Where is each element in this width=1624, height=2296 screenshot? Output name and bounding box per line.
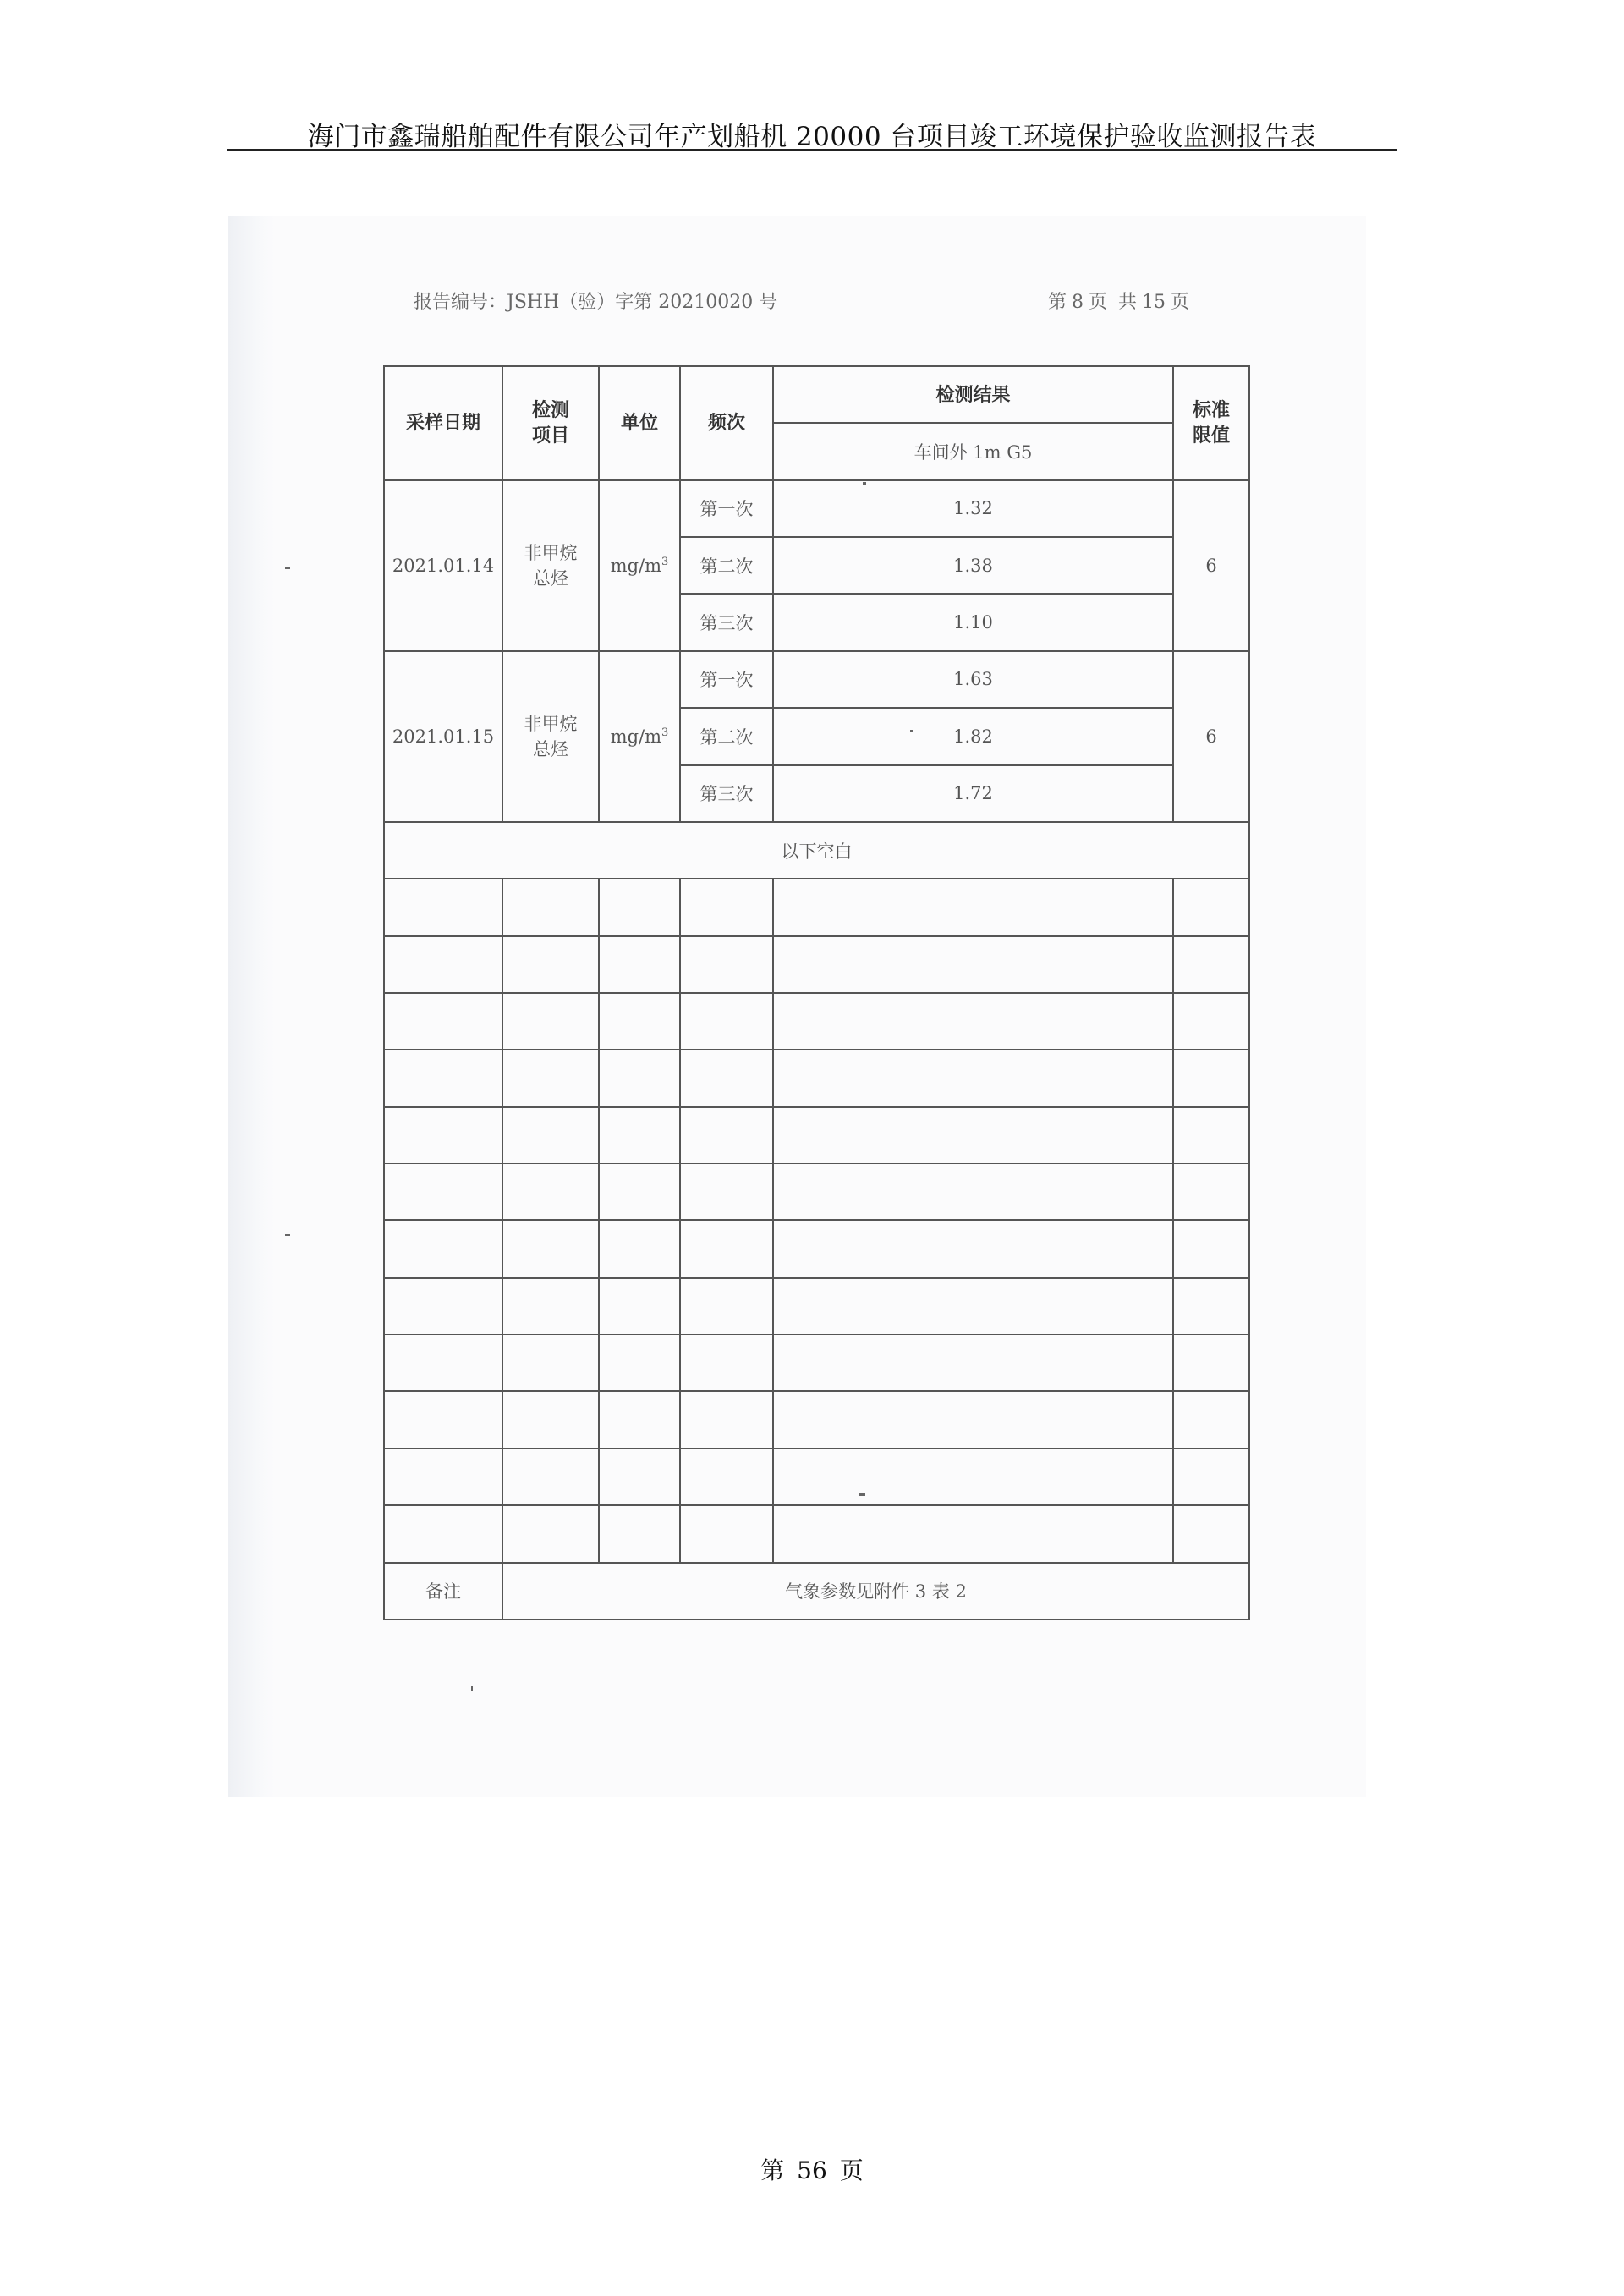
empty-cell <box>384 993 502 1049</box>
empty-table-row <box>384 1164 1249 1220</box>
empty-cell <box>384 879 502 935</box>
result-value: 1.72 <box>773 765 1173 822</box>
empty-cell <box>680 1391 773 1448</box>
empty-table-row <box>384 879 1249 935</box>
empty-cell <box>599 1334 680 1391</box>
empty-cell <box>773 879 1173 935</box>
empty-cell <box>773 1164 1173 1220</box>
empty-cell <box>680 936 773 993</box>
empty-cell <box>680 879 773 935</box>
footer-page-value: 56 <box>797 2156 827 2184</box>
scan-speck <box>285 567 290 569</box>
frequency-cell: 第二次 <box>680 537 773 594</box>
empty-table-row <box>384 1220 1249 1277</box>
empty-cell <box>502 993 599 1049</box>
empty-table-row <box>384 1278 1249 1334</box>
header-result: 检测结果 <box>773 366 1173 423</box>
empty-cell <box>1173 1220 1249 1277</box>
empty-table-row <box>384 1391 1249 1448</box>
empty-cell <box>502 1391 599 1448</box>
header-frequency: 频次 <box>680 366 773 480</box>
empty-cell <box>384 1107 502 1164</box>
header-rule <box>227 149 1397 151</box>
scan-speck <box>285 1234 290 1236</box>
empty-table-row <box>384 1449 1249 1505</box>
empty-cell <box>599 993 680 1049</box>
remarks-label: 备注 <box>384 1563 502 1619</box>
empty-cell <box>680 1164 773 1220</box>
empty-table-row <box>384 1505 1249 1562</box>
header-location: 车间外 1m G5 <box>773 423 1173 479</box>
empty-cell <box>502 1278 599 1334</box>
empty-cell <box>599 1391 680 1448</box>
empty-cell <box>384 1220 502 1277</box>
monitoring-results-table <box>383 365 1250 1620</box>
footer-page-number <box>0 2152 1624 2186</box>
empty-cell <box>773 1391 1173 1448</box>
report-page-total: 15 <box>1142 292 1166 313</box>
report-page-suffix: 页 <box>1171 292 1190 313</box>
empty-cell <box>1173 1334 1249 1391</box>
empty-cell <box>599 879 680 935</box>
sample-date: 2021.01.15 <box>384 651 502 822</box>
header-item: 检测 项目 <box>502 366 599 480</box>
frequency-cell: 第三次 <box>680 594 773 650</box>
empty-cell <box>599 1449 680 1505</box>
empty-cell <box>773 993 1173 1049</box>
unit-superscript: 3 <box>661 555 669 568</box>
header-limit: 标准 限值 <box>1173 366 1249 480</box>
empty-cell <box>680 993 773 1049</box>
empty-cell <box>1173 936 1249 993</box>
blank-below-note: 以下空白 <box>384 822 1249 879</box>
empty-table-row <box>384 1107 1249 1164</box>
standard-limit: 6 <box>1173 480 1249 651</box>
result-value: 1.32 <box>773 480 1173 537</box>
empty-table-row <box>384 1049 1249 1106</box>
empty-cell <box>773 1449 1173 1505</box>
empty-cell <box>384 1449 502 1505</box>
report-number: 报告编号：JSHH（验）字第 20210020 号 <box>414 292 778 313</box>
result-value: 1.10 <box>773 594 1173 650</box>
empty-cell <box>599 1278 680 1334</box>
header-date: 采样日期 <box>384 366 502 480</box>
unit-cell <box>599 651 680 822</box>
empty-cell <box>680 1334 773 1391</box>
empty-cell <box>773 1107 1173 1164</box>
frequency-cell: 第三次 <box>680 765 773 822</box>
empty-cell <box>599 1049 680 1106</box>
empty-cell <box>599 1220 680 1277</box>
standard-limit: 6 <box>1173 651 1249 822</box>
empty-cell <box>1173 1107 1249 1164</box>
unit-cell <box>599 480 680 651</box>
report-page-indicator <box>1045 288 1192 314</box>
empty-table-row <box>384 936 1249 993</box>
report-page-current: 8 <box>1072 292 1084 313</box>
empty-table-row <box>384 993 1249 1049</box>
empty-cell <box>773 1220 1173 1277</box>
empty-cell <box>1173 1049 1249 1106</box>
empty-cell <box>1173 1278 1249 1334</box>
scan-speck <box>859 1493 865 1496</box>
empty-cell <box>384 1164 502 1220</box>
empty-cell <box>1173 1505 1249 1562</box>
scan-speck <box>471 1686 473 1691</box>
test-item: 非甲烷 总烃 <box>502 651 599 822</box>
report-page-prefix: 第 <box>1048 292 1067 313</box>
empty-cell <box>384 1049 502 1106</box>
scan-speck <box>863 482 866 485</box>
report-page-middle: 页 共 <box>1089 292 1138 313</box>
footer-page-suffix: 页 <box>839 2156 864 2184</box>
header-unit: 单位 <box>599 366 680 480</box>
empty-cell <box>502 879 599 935</box>
empty-cell <box>384 936 502 993</box>
frequency-cell: 第二次 <box>680 708 773 764</box>
scan-speck <box>910 730 913 732</box>
empty-cell <box>773 1505 1173 1562</box>
empty-cell <box>1173 1164 1249 1220</box>
empty-cell <box>384 1278 502 1334</box>
empty-cell <box>384 1391 502 1448</box>
empty-cell <box>680 1278 773 1334</box>
empty-cell <box>599 1505 680 1562</box>
result-value: 1.38 <box>773 537 1173 594</box>
empty-cell <box>384 1505 502 1562</box>
empty-cell <box>502 1334 599 1391</box>
unit-text: mg/m <box>610 555 662 576</box>
empty-cell <box>599 1107 680 1164</box>
sample-date: 2021.01.14 <box>384 480 502 651</box>
empty-cell <box>680 1505 773 1562</box>
empty-cell <box>1173 1391 1249 1448</box>
frequency-cell: 第一次 <box>680 480 773 537</box>
empty-cell <box>502 1164 599 1220</box>
empty-cell <box>1173 993 1249 1049</box>
empty-cell <box>502 1220 599 1277</box>
result-value: 1.82 <box>773 708 1173 764</box>
scan-shadow-edge <box>228 216 275 1797</box>
result-value: 1.63 <box>773 651 1173 708</box>
empty-cell <box>502 936 599 993</box>
empty-cell <box>773 1049 1173 1106</box>
empty-cell <box>680 1049 773 1106</box>
empty-cell <box>1173 1449 1249 1505</box>
document-header-title: 海门市鑫瑞船舶配件有限公司年产划船机 20000 台项目竣工环境保护验收监测报告表 <box>307 122 1317 152</box>
empty-cell <box>599 936 680 993</box>
empty-table-row <box>384 1334 1249 1391</box>
empty-cell <box>599 1164 680 1220</box>
empty-cell <box>680 1220 773 1277</box>
unit-text: mg/m <box>610 726 662 747</box>
empty-cell <box>1173 879 1249 935</box>
empty-cell <box>502 1107 599 1164</box>
test-item: 非甲烷 总烃 <box>502 480 599 651</box>
empty-cell <box>384 1334 502 1391</box>
unit-superscript: 3 <box>661 726 669 739</box>
empty-cell <box>502 1049 599 1106</box>
frequency-cell: 第一次 <box>680 651 773 708</box>
empty-cell <box>680 1107 773 1164</box>
remarks-text: 气象参数见附件 3 表 2 <box>502 1563 1249 1619</box>
empty-cell <box>680 1449 773 1505</box>
empty-cell <box>502 1505 599 1562</box>
empty-cell <box>773 1278 1173 1334</box>
empty-cell <box>773 936 1173 993</box>
empty-cell <box>773 1334 1173 1391</box>
empty-cell <box>502 1449 599 1505</box>
footer-page-prefix: 第 <box>760 2156 785 2184</box>
